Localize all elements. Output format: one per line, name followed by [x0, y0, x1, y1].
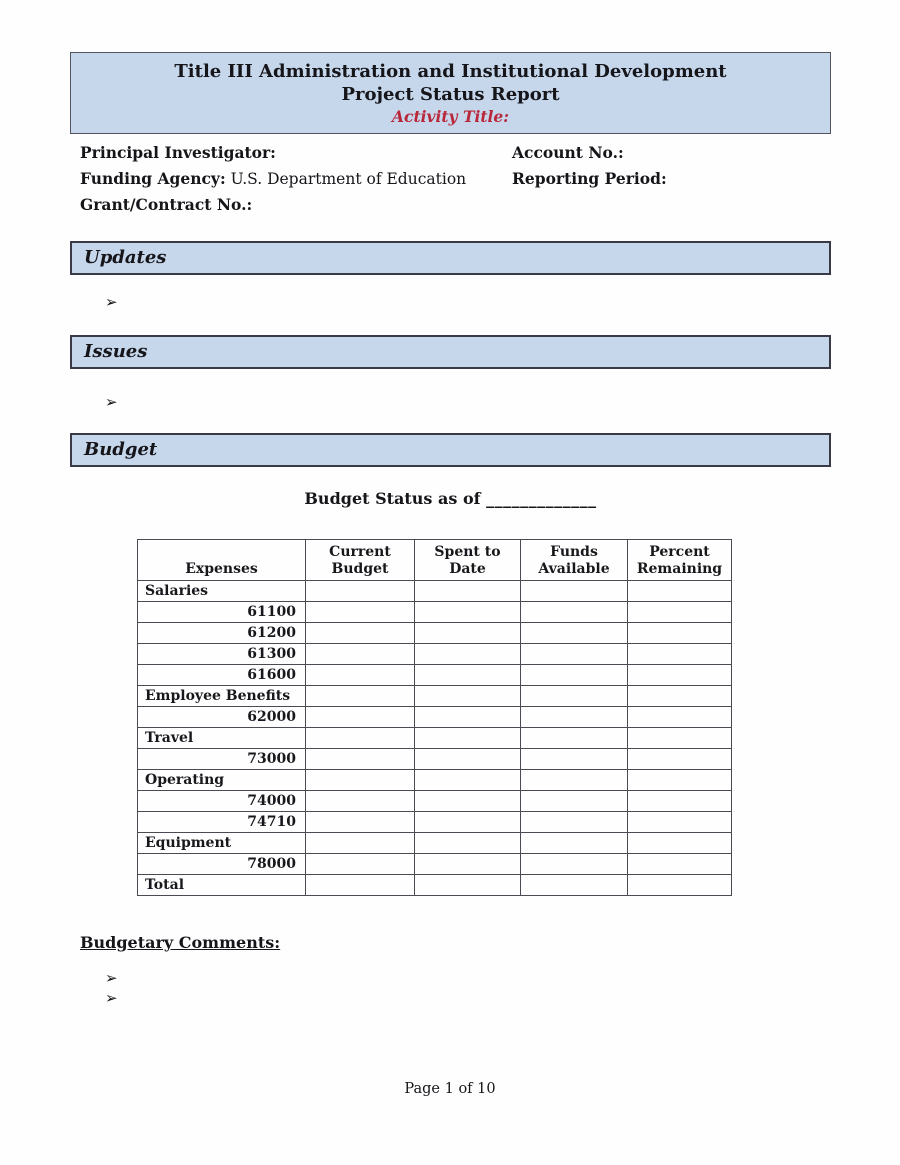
expense-category-cell: Employee Benefits: [138, 686, 306, 707]
col-header-expenses: Expenses: [138, 540, 306, 581]
empty-value-cell: [415, 623, 521, 644]
empty-value-cell: [415, 686, 521, 707]
empty-value-cell: [521, 644, 628, 665]
empty-value-cell: [521, 707, 628, 728]
empty-value-cell: [415, 644, 521, 665]
expense-category-cell: Total: [138, 875, 306, 896]
section-bar-updates: Updates: [70, 241, 831, 275]
budget-table-header-row: [138, 540, 732, 581]
empty-value-cell: [628, 749, 732, 770]
principal-investigator-label: Principal Investigator:: [80, 143, 276, 162]
arrow-bullet-icon: ➢: [105, 989, 118, 1007]
empty-value-cell: [306, 812, 415, 833]
empty-value-cell: [415, 854, 521, 875]
funding-agency-line: [80, 166, 512, 192]
report-title-line2: Project Status Report: [341, 84, 560, 105]
table-row: [138, 707, 732, 728]
empty-value-cell: [628, 581, 732, 602]
empty-value-cell: [628, 665, 732, 686]
col-header-current-budget: Current Budget: [306, 540, 415, 581]
expense-code-cell: 61300: [138, 644, 306, 665]
empty-value-cell: [521, 665, 628, 686]
empty-value-cell: [415, 791, 521, 812]
empty-value-cell: [521, 770, 628, 791]
empty-value-cell: [306, 581, 415, 602]
empty-value-cell: [521, 854, 628, 875]
empty-value-cell: [306, 644, 415, 665]
empty-value-cell: [628, 728, 732, 749]
empty-value-cell: [628, 812, 732, 833]
grant-contract-label: Grant/Contract No.:: [80, 195, 253, 214]
empty-value-cell: [306, 833, 415, 854]
expense-code-cell: 74710: [138, 812, 306, 833]
empty-value-cell: [306, 728, 415, 749]
table-row: [138, 854, 732, 875]
empty-value-cell: [306, 749, 415, 770]
empty-value-cell: [306, 602, 415, 623]
empty-value-cell: [521, 686, 628, 707]
budget-status-label: Budget Status as of: [304, 489, 481, 508]
empty-value-cell: [415, 665, 521, 686]
empty-value-cell: [628, 833, 732, 854]
table-row: [138, 791, 732, 812]
table-row: [138, 686, 732, 707]
empty-value-cell: [628, 854, 732, 875]
expense-category-cell: Operating: [138, 770, 306, 791]
budget-status-line: [70, 489, 831, 509]
empty-value-cell: [415, 875, 521, 896]
issues-bullet-line: [70, 392, 831, 412]
report-header-box: [70, 52, 831, 134]
empty-value-cell: [628, 644, 732, 665]
col-header-percent-remaining: Percent Remaining: [628, 540, 732, 581]
empty-value-cell: [306, 707, 415, 728]
empty-value-cell: [521, 728, 628, 749]
table-row: [138, 812, 732, 833]
expense-category-cell: Equipment: [138, 833, 306, 854]
empty-value-cell: [415, 602, 521, 623]
empty-value-cell: [415, 728, 521, 749]
empty-value-cell: [415, 833, 521, 854]
info-grid: [80, 140, 831, 218]
empty-value-cell: [415, 707, 521, 728]
empty-value-cell: [306, 854, 415, 875]
table-row: [138, 623, 732, 644]
table-row: [138, 749, 732, 770]
empty-value-cell: [415, 770, 521, 791]
info-empty-cell: [512, 192, 831, 218]
empty-value-cell: [521, 581, 628, 602]
funding-agency-value: U.S. Department of Education: [225, 170, 467, 188]
empty-value-cell: [521, 833, 628, 854]
arrow-bullet-icon: ➢: [105, 393, 118, 411]
report-title-line1: Title III Administration and Institutional Development: [174, 61, 727, 82]
empty-value-cell: [521, 623, 628, 644]
empty-value-cell: [521, 749, 628, 770]
table-row: [138, 644, 732, 665]
budget-table: [137, 539, 732, 896]
empty-value-cell: [521, 791, 628, 812]
col-header-funds-available: Funds Available: [521, 540, 628, 581]
empty-value-cell: [628, 623, 732, 644]
table-row: [138, 875, 732, 896]
empty-value-cell: [628, 707, 732, 728]
empty-value-cell: [521, 602, 628, 623]
table-row: [138, 770, 732, 791]
arrow-bullet-icon: ➢: [105, 969, 118, 987]
budget-status-blank: _____________: [486, 489, 597, 508]
col-header-spent-to-date: Spent to Date: [415, 540, 521, 581]
table-row: [138, 602, 732, 623]
expense-category-cell: Salaries: [138, 581, 306, 602]
empty-value-cell: [306, 686, 415, 707]
expense-code-cell: 74000: [138, 791, 306, 812]
empty-value-cell: [306, 791, 415, 812]
account-no-label: Account No.:: [512, 143, 624, 162]
empty-value-cell: [628, 602, 732, 623]
table-row: [138, 581, 732, 602]
expense-code-cell: 61100: [138, 602, 306, 623]
comment-bullet-line: [70, 968, 831, 988]
funding-agency-label: Funding Agency:: [80, 169, 226, 188]
empty-value-cell: [415, 749, 521, 770]
empty-value-cell: [306, 665, 415, 686]
arrow-bullet-icon: ➢: [105, 293, 118, 311]
reporting-period-label: Reporting Period:: [512, 169, 667, 188]
expense-category-cell: Travel: [138, 728, 306, 749]
empty-value-cell: [306, 770, 415, 791]
table-row: [138, 833, 732, 854]
table-row: [138, 728, 732, 749]
empty-value-cell: [628, 791, 732, 812]
activity-title-label: Activity Title:: [391, 107, 510, 126]
section-bar-issues: Issues: [70, 335, 831, 369]
page-footer: Page 1 of 10: [404, 1081, 496, 1097]
expense-code-cell: 62000: [138, 707, 306, 728]
comment-bullet-line: [70, 988, 831, 1008]
empty-value-cell: [415, 581, 521, 602]
expense-code-cell: 61600: [138, 665, 306, 686]
empty-value-cell: [415, 812, 521, 833]
empty-value-cell: [628, 770, 732, 791]
empty-value-cell: [628, 875, 732, 896]
budget-table-body: [138, 581, 732, 896]
expense-code-cell: 78000: [138, 854, 306, 875]
section-bar-budget: Budget: [70, 433, 831, 467]
updates-bullet-line: [70, 292, 831, 312]
budgetary-comments-heading: Budgetary Comments:: [80, 933, 281, 952]
report-info-block: [70, 140, 831, 218]
expense-code-cell: 73000: [138, 749, 306, 770]
empty-value-cell: [306, 875, 415, 896]
empty-value-cell: [521, 875, 628, 896]
empty-value-cell: [521, 812, 628, 833]
table-row: [138, 665, 732, 686]
expense-code-cell: 61200: [138, 623, 306, 644]
empty-value-cell: [306, 623, 415, 644]
empty-value-cell: [628, 686, 732, 707]
